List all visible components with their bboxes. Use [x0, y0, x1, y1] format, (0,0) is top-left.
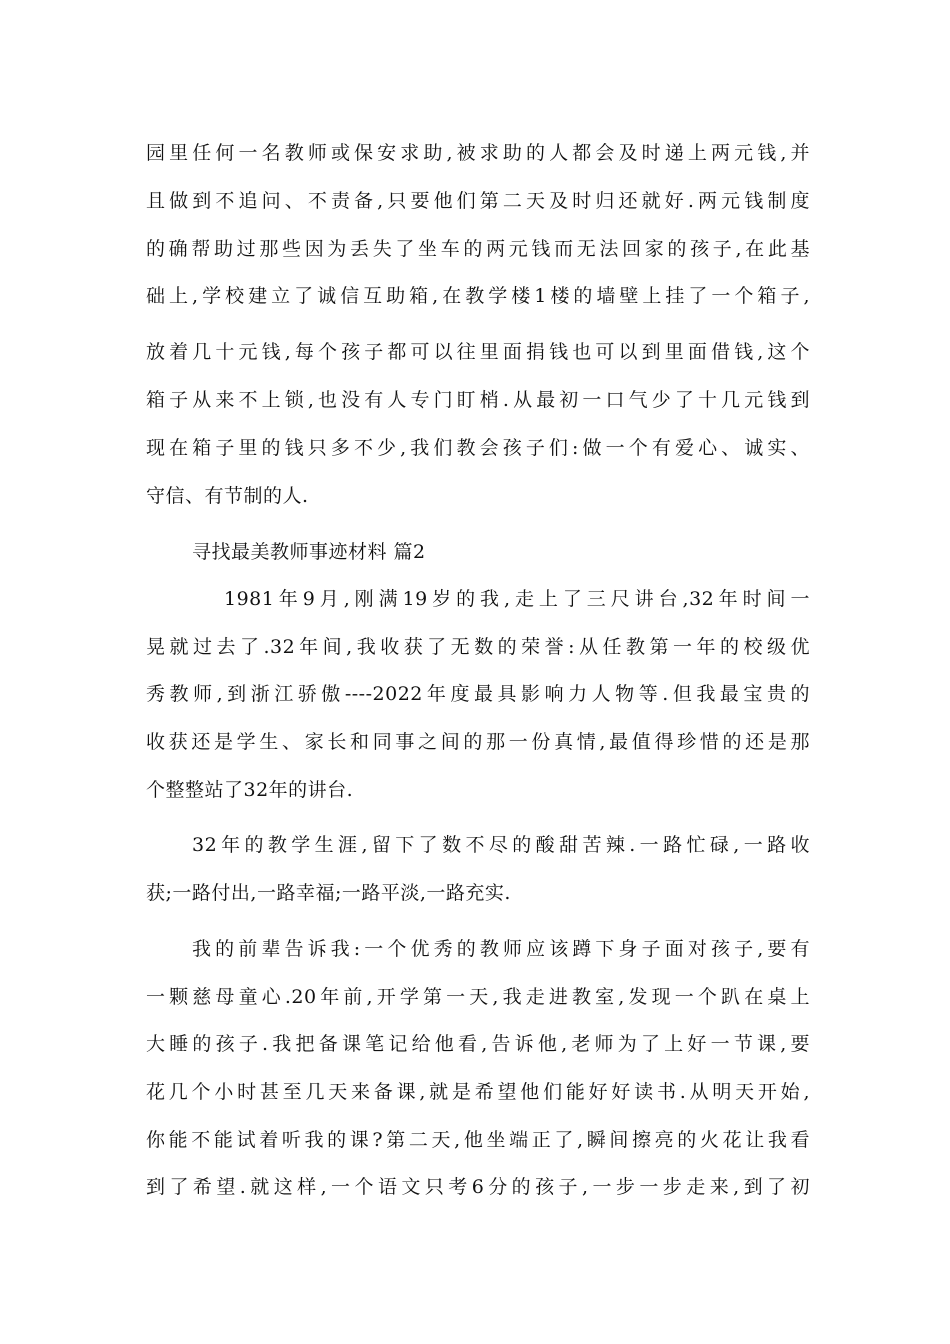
text-line: 大睡的孩子.我把备课笔记给他看,告诉他,老师为了上好一节课,要 — [146, 1033, 810, 1055]
text-line: 你能不能试着听我的课?第二天,他坐端正了,瞬间擦亮的火花让我看 — [146, 1129, 810, 1151]
text-line: 一颗慈母童心.20年前,开学第一天,我走进教室,发现一个趴在桌上 — [146, 986, 810, 1008]
text-line: 现在箱子里的钱只多不少,我们教会孩子们:做一个有爱心、诚实、 — [146, 437, 810, 459]
text-line: 1981年9月,刚满19岁的我,走上了三尺讲台,32年时间一 — [224, 588, 810, 610]
text-line: 础上,学校建立了诚信互助箱,在教学楼1楼的墙壁上挂了一个箱子, — [146, 285, 810, 307]
text-line: 个整整站了32年的讲台. — [146, 779, 354, 801]
text-line: 的确帮助过那些因为丢失了坐车的两元钱而无法回家的孩子,在此基 — [146, 238, 810, 260]
text-line: 花几个小时甚至几天来备课,就是希望他们能好好读书.从明天开始, — [146, 1081, 810, 1103]
text-line: 晃就过去了.32年间,我收获了无数的荣誉:从任教第一年的校级优 — [146, 636, 810, 658]
text-line: 到了希望.就这样,一个语文只考6分的孩子,一步一步走来,到了初 — [146, 1176, 810, 1198]
text-line: 箱子从来不上锁,也没有人专门盯梢.从最初一口气少了十几元钱到 — [146, 389, 810, 411]
text-line: 获;一路付出,一路幸福;一路平淡,一路充实. — [146, 882, 511, 904]
section-heading: 寻找最美教师事迹材料 篇2 — [192, 541, 426, 563]
text-line: 收获还是学生、家长和同事之间的那一份真情,最值得珍惜的还是那 — [146, 731, 810, 753]
text-line: 32年的教学生涯,留下了数不尽的酸甜苦辣.一路忙碌,一路收 — [192, 834, 810, 856]
text-line: 且做到不追问、不责备,只要他们第二天及时归还就好.两元钱制度 — [146, 190, 810, 212]
text-line: 放着几十元钱,每个孩子都可以往里面捐钱也可以到里面借钱,这个 — [146, 341, 810, 363]
text-line: 守信、有节制的人. — [146, 485, 309, 507]
text-line: 园里任何一名教师或保安求助,被求助的人都会及时递上两元钱,并 — [146, 142, 810, 164]
text-line: 秀教师,到浙江骄傲----2022年度最具影响力人物等.但我最宝贵的 — [146, 683, 810, 705]
text-line: 我的前辈告诉我:一个优秀的教师应该蹲下身子面对孩子,要有 — [192, 938, 810, 960]
